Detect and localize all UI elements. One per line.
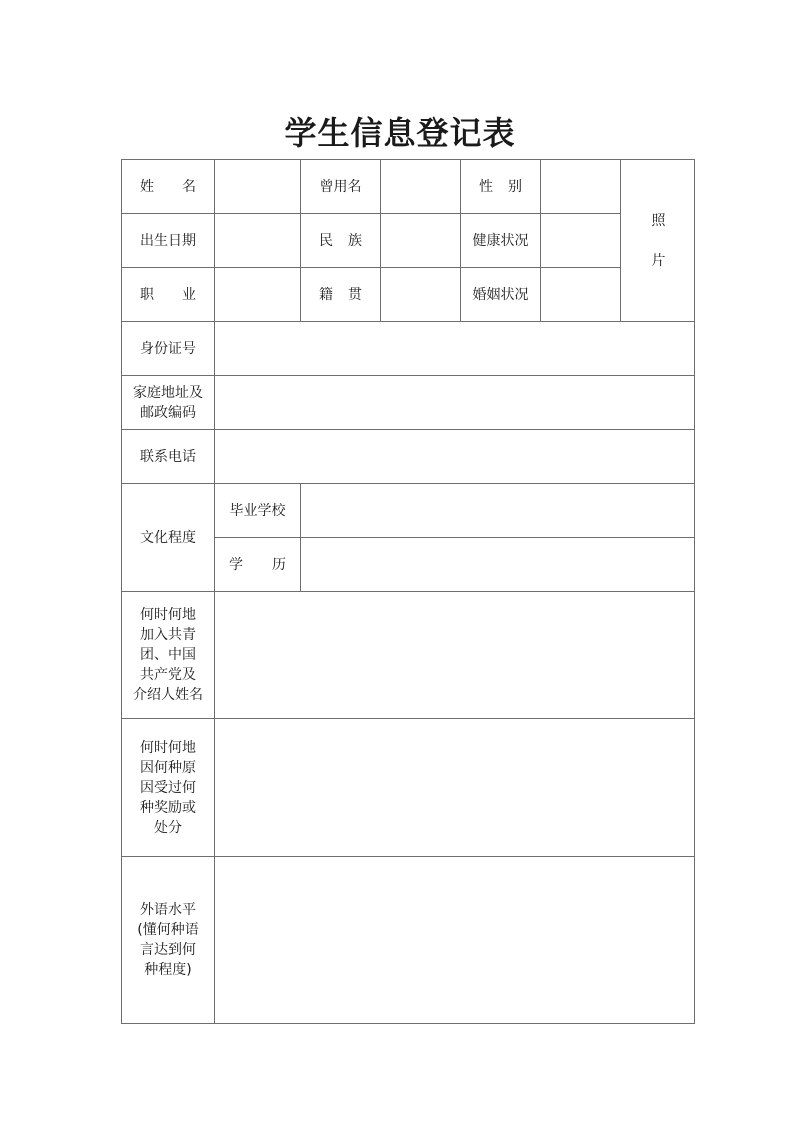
value-occupation[interactable] bbox=[215, 268, 301, 322]
label-char: 贯 bbox=[348, 286, 362, 303]
label-school: 毕业学校 bbox=[215, 484, 301, 538]
form-title: 学生信息登记表 bbox=[284, 114, 516, 152]
label-awards: 何时何地 因何种原 因受过何 种奖励或 处分 bbox=[122, 719, 215, 857]
photo-box[interactable] bbox=[621, 160, 695, 322]
label-marital: 婚姻状况 bbox=[461, 268, 541, 322]
label-ethnicity bbox=[301, 214, 381, 268]
label-health: 健康状况 bbox=[461, 214, 541, 268]
label-address: 家庭地址及 邮政编码 bbox=[122, 376, 215, 430]
label-char: 籍 bbox=[319, 286, 333, 303]
registration-form-table bbox=[121, 159, 695, 1024]
label-char: 学 bbox=[229, 556, 243, 573]
label-char: 别 bbox=[508, 178, 522, 195]
label-gender bbox=[461, 160, 541, 214]
value-awards[interactable] bbox=[215, 719, 695, 857]
label-char: 名 bbox=[182, 178, 196, 195]
photo-label-1: 照 bbox=[651, 212, 666, 229]
value-gender[interactable] bbox=[541, 160, 621, 214]
label-former-name: 曾用名 bbox=[301, 160, 381, 214]
value-marital[interactable] bbox=[541, 268, 621, 322]
value-ethnicity[interactable] bbox=[381, 214, 461, 268]
label-education: 文化程度 bbox=[122, 484, 215, 592]
value-phone[interactable] bbox=[215, 430, 695, 484]
label-char: 历 bbox=[272, 556, 286, 573]
value-school[interactable] bbox=[301, 484, 695, 538]
value-name[interactable] bbox=[215, 160, 301, 214]
label-char: 姓 bbox=[140, 178, 154, 195]
value-native-place[interactable] bbox=[381, 268, 461, 322]
label-degree bbox=[215, 538, 301, 592]
label-name bbox=[122, 160, 215, 214]
value-birth-date[interactable] bbox=[215, 214, 301, 268]
label-occupation bbox=[122, 268, 215, 322]
value-address[interactable] bbox=[215, 376, 695, 430]
label-char: 民 bbox=[319, 232, 333, 249]
value-language[interactable] bbox=[215, 857, 695, 1024]
label-char: 业 bbox=[182, 286, 196, 303]
label-language: 外语水平 (懂何种语 言达到何 种程度) bbox=[122, 857, 215, 1024]
label-char: 性 bbox=[479, 178, 493, 195]
value-league[interactable] bbox=[215, 592, 695, 719]
label-league: 何时何地 加入共青 团、中国 共产党及 介绍人姓名 bbox=[122, 592, 215, 719]
value-former-name[interactable] bbox=[381, 160, 461, 214]
value-id-number[interactable] bbox=[215, 322, 695, 376]
label-birth-date: 出生日期 bbox=[122, 214, 215, 268]
label-char: 族 bbox=[348, 232, 362, 249]
label-native-place bbox=[301, 268, 381, 322]
photo-label-2: 片 bbox=[651, 252, 666, 269]
label-phone: 联系电话 bbox=[122, 430, 215, 484]
label-char: 职 bbox=[140, 286, 154, 303]
value-degree[interactable] bbox=[301, 538, 695, 592]
value-health[interactable] bbox=[541, 214, 621, 268]
label-id-number: 身份证号 bbox=[122, 322, 215, 376]
